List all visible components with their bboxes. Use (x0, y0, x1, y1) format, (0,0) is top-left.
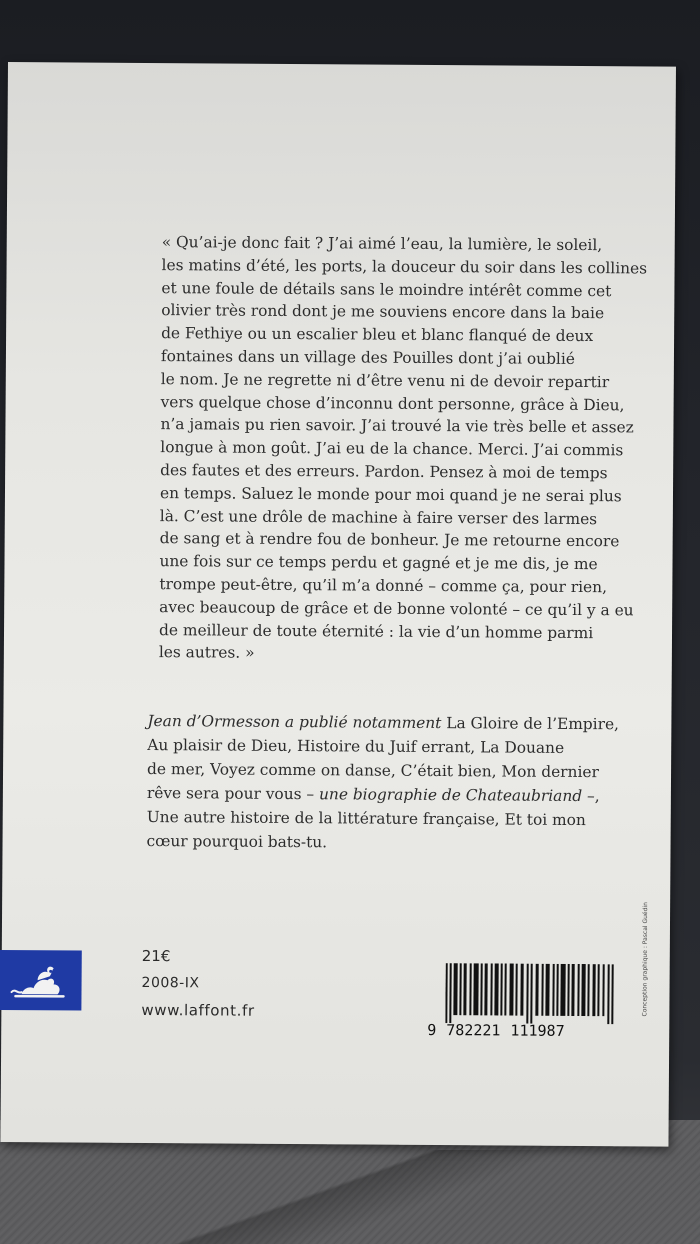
barcode-right-digits: 111987 (510, 1021, 565, 1040)
fabric-fold-shadow (0, 1150, 700, 1244)
bibliography-line-3: de mer, Voyez comme on danse, C’était bien, Mon dernier (147, 759, 599, 782)
publisher-emblem-icon (0, 950, 82, 1011)
bibliography-note: – une biographie de Chateaubriand – (306, 785, 595, 806)
book-back-cover (0, 62, 676, 1147)
publisher-website: www.laffont.fr (141, 1000, 255, 1020)
quote-line: longue à mon goût. J’ai eu de la chance. Merci. J’ai commis (160, 438, 624, 460)
barcode-left-digits: 782221 (446, 1021, 501, 1040)
bibliography-line-5: Une autre histoire de la littérature française, Et toi mon (146, 807, 586, 830)
quote-line: en temps. Saluez le monde pour moi quand je ne serai plus (159, 483, 622, 506)
quote-line: trompe peut-être, qu’il m’a donné – comme ça, pour rien, (159, 575, 608, 597)
quote-line: le nom. Je ne regrette ni d’être venu ni de devoir repartir (160, 369, 610, 391)
barcode-bars-icon (445, 963, 615, 1024)
barcode-first-digit: 9 (427, 1020, 437, 1040)
quote-line: les autres. » (158, 643, 255, 663)
quote-line: de Fethiye ou un escalier bleu et blanc flanqué de deux (161, 324, 594, 346)
quote-line: là. C’est une drôle de machine à faire verser des larmes (159, 506, 598, 528)
quote-line: et une foule de détails sans le moindre intérêt comme cet (161, 278, 612, 300)
quote-line: des fautes et des erreurs. Pardon. Pensez à moi de temps (160, 461, 608, 483)
bibliography-line-4 (147, 781, 637, 808)
back-cover-quote (158, 231, 648, 667)
price-label: 21€ (141, 946, 171, 966)
bibliography-title: La Gloire de l’Empire, (441, 714, 620, 734)
quote-line: « Qu’ai-je donc fait ? J’ai aimé l’eau, la lumière, le soleil, (161, 233, 603, 255)
bibliography-line-6: cœur pourquoi bats-tu. (146, 831, 328, 852)
quote-line: avec beaucoup de grâce et de bonne volonté – ce qu’il y a eu (159, 597, 634, 620)
design-credit: Conception graphique : Pascal Guédin (641, 902, 650, 1017)
author-bibliography (146, 709, 637, 856)
quote-line: vers quelque chose d’inconnu dont personne, grâce à Dieu, (160, 392, 625, 414)
quote-line: fontaines dans un village des Pouilles dont j’ai oublié (160, 347, 575, 368)
barcode-digits (427, 1021, 623, 1040)
publisher-logo (0, 950, 82, 1011)
quote-line: de meilleur de toute éternité : la vie d’un homme parmi (158, 620, 594, 642)
bibliography-line-1 (147, 709, 637, 736)
quote-line: une fois sur ce temps perdu et gagné et je me dis, je me (159, 552, 598, 574)
edition-code: 2008-IX (141, 974, 200, 992)
bibliography-line-2: Au plaisir de Dieu, Histoire du Juif errant, La Douane (147, 735, 565, 757)
quote-line: de sang et à rendre fou de bonheur. Je me retourne encore (159, 529, 620, 551)
bibliography-title: rêve sera pour vous (146, 783, 307, 804)
quote-line: les matins d’été, les ports, la douceur du soir dans les collines (161, 255, 648, 278)
quote-line: n’a jamais pu rien savoir. J’ai trouvé la vie très belle et assez (160, 415, 634, 437)
quote-line: olivier très rond dont je me souviens encore dans la baie (161, 301, 605, 323)
bibliography-punctuation: , (594, 787, 600, 806)
bibliography-intro: Jean d’Ormesson a publié notamment (147, 711, 442, 733)
isbn-barcode (427, 963, 624, 1056)
